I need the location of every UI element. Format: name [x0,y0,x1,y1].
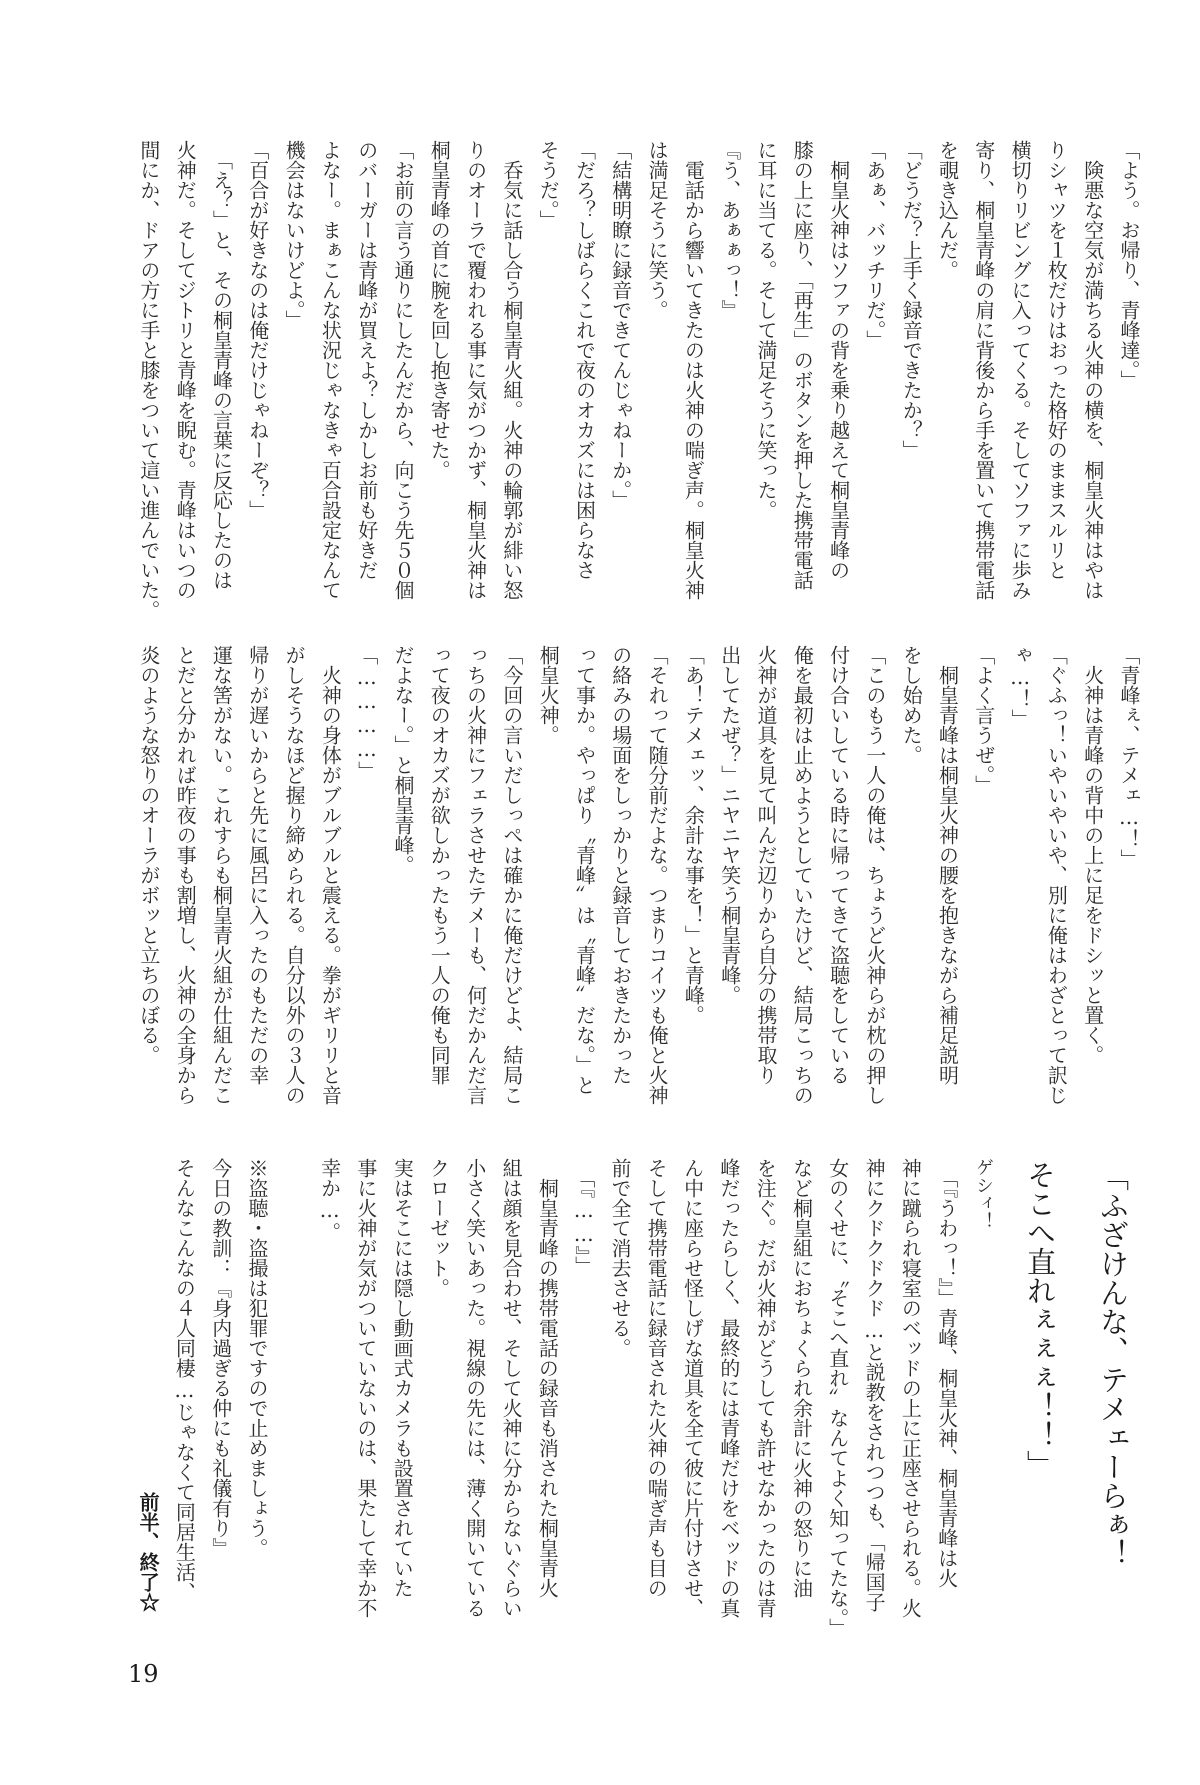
text-column: 火神だ。そしてジトリと青峰を睨む。青峰はいつの [173,140,198,600]
text-column: 今日の教訓：『身内過ぎる仲にも礼儀有り』 [208,1158,233,1558]
text-column: 神にクドクドクド…と説教をされつつも、「帰国子 [862,1158,887,1612]
text-column: など桐皇組におちょくられ余計に火神の怒りに油 [789,1158,814,1598]
text-column: 「…………」 [354,645,379,781]
text-column: 「今回の言いだしっぺは確かに俺だけどよ、結局こ [499,645,524,1105]
text-column: がしそうなほど握り締められる。自分以外の３人の [282,645,307,1105]
text-column: ん中に座らせ怪しげな道具を全て彼に片付けさせ、 [680,1158,705,1618]
text-column: 桐皇火神はソファの背を乗り越えて桐皇青峰の [826,140,851,580]
text-column: 運な筈がない。これすらも桐皇青火組が仕組んだこ [209,645,234,1105]
text-column: 「『……』」 [571,1158,596,1276]
text-column: 桐皇青峰の首に腕を回し抱き寄せた。 [427,140,452,480]
text-column: っちの火神にフェラさせたテメーも、何だかんだ言 [463,645,488,1105]
text-column: 『う、あぁぁっ！』 [717,140,742,320]
text-column: 「よう。お帰り、青峰達。」 [1117,140,1141,390]
text-column: 前で全て消去させる。 [608,1158,632,1358]
shout-line: 「ふざけんな、テメェーらぁ！ [1096,1162,1130,1568]
text-column: 呑気に話し合う桐皇青火組。火神の輪郭が緋い怒 [499,140,524,600]
text-column: 「どうだ？上手く録音できたか？」 [899,140,924,460]
text-column: 事に火神が気がついていないのは、果たして幸か不 [353,1158,378,1618]
text-column: って夜のオカズが欲しかったもう一人の俺も同罪 [427,645,452,1085]
text-column: を覗き込んだ。 [935,140,960,280]
text-column: 付け合いしている時に帰ってきて盗聴をしている [826,645,851,1085]
text-column: 火神は青峰の背中の上に足をドシッと置く。 [1080,645,1105,1065]
text-column: 女のくせに、〝そこへ直れ〟なんてよく知ってたな。」 [825,1158,850,1638]
text-column: そんなこんなの４人同棲…じゃなくて同居生活、 [172,1158,197,1602]
text-column: ※盗聴・盗撮は犯罪ですので止めましょう。 [245,1158,269,1558]
text-column: 「よく言うぜ。」 [971,645,996,795]
text-column: 「このもう一人の俺は、ちょうど火神らが枕の押し [862,645,887,1105]
text-column: よなー。まぁこんな状況じゃなきゃ百合設定なんて [318,140,343,600]
text-column: 組は顔を見合わせ、そして火神に分からないぐらい [499,1158,524,1618]
text-column: 「だろ？しばらくこれで夜のオカズには困らなさ [572,140,597,580]
text-column: 小さく笑いあった。視線の先には、薄く開いている [462,1158,487,1618]
text-column: 「あ！テメェッ、余計な事を！」と青峰。 [681,645,706,1025]
text-column: 「え？」と、その桐皇青峰の言葉に反応したのは [209,140,234,590]
text-column: 峰だったらしく、最終的には青峰だけをベッドの真 [716,1158,741,1618]
text-column: 火神が道具を見て叫んだ辺りから自分の携帯取り [754,645,778,1085]
text-column: 「結構明瞭に録音できてんじゃねーか。」 [608,140,633,510]
text-column: 炎のような怒りのオーラがボッと立ちのぼる。 [136,645,161,1065]
text-column: のバーガーは青峰が買えよ？しかしお前も好きだ [354,140,379,580]
text-column: 機会はないけどよ。」 [282,140,307,330]
text-column: 火神の身体がブルブルと震える。拳がギリリと音 [318,645,343,1105]
text-column: をし始めた。 [899,645,924,765]
text-column: 俺を最初は止めようとしていたけど、結局こっちの [790,645,815,1105]
text-column: ゲシィ！ [973,1158,994,1230]
text-column: 幸か…。 [317,1158,342,1242]
text-column: って事か。やっぱり〝青峰〟は〝青峰〟だな。」と [572,645,597,1095]
text-column: の絡みの場面をしっかりと録音しておきたかった [608,645,633,1085]
text-column: ゃ…！」 [1008,645,1033,729]
text-column: りシャツを１枚だけはおった格好のままスルリと [1044,140,1069,580]
text-column: 「『うわっ！』」青峰、桐皇火神、桐皇青峰は火 [934,1158,959,1588]
shout-line: そこへ直れぇぇぇ！！」 [1023,1160,1057,1479]
text-column: 間にか、ドアの方に手と膝をついて這い進んでいた。 [136,140,161,620]
text-column: 電話から響いてきたのは火神の喘ぎ声。桐皇火神 [681,140,706,600]
text-column: 膝の上に座り、「再生」のボタンを押した携帯電話 [790,140,815,590]
text-column: そうだ。」 [536,140,561,230]
text-column: 出してたぜ？」ニヤニヤ笑う桐皇青峰。 [717,645,742,1005]
text-column: 桐皇青峰の携帯電話の録音も消された桐皇青火 [535,1158,560,1598]
text-column: 険悪な空気が満ちる火神の横を、桐皇火神はやは [1080,140,1105,600]
text-column: りのオーラで覆われる事に気がつかず、桐皇火神は [463,140,488,600]
text-column: クローゼット。 [426,1158,451,1298]
text-column: 神に蹴られ寝室のベッドの上に正座させられる。火 [898,1158,923,1618]
text-column: 帰りが遅いからと先に風呂に入ったのもただの幸 [245,645,270,1085]
text-column: を注ぐ。だが火神がどうしても許せなかったのは青 [753,1158,778,1618]
text-column: 桐皇青峰は桐皇火神の腰を抱きながら補足説明 [935,645,960,1085]
text-column: 実はそこには隠し動画式カメラも設置されていた [390,1158,415,1598]
text-column: 寄り、桐皇青峰の肩に背後から手を置いて携帯電話 [971,140,996,600]
text-column: 「お前の言う通りにしたんだから、向こう先５０個 [391,140,415,600]
text-column: に耳に当てる。そして満足そうに笑った。 [754,140,778,520]
end-mark: 前半、終了☆ [136,1492,161,1612]
text-column: 「百合が好きなのは俺だけじゃねーぞ？」 [245,140,270,520]
text-column: 横切りリビングに入ってくる。そしてソファに歩み [1008,140,1033,600]
text-column: とだと分かれば昨夜の事も割増し、火神の全身から [173,645,198,1105]
text-column: 「あぁ、バッチリだ。」 [862,140,887,350]
page-number: 19 [128,1660,159,1688]
text-column: だよなー。」と桐皇青峰。 [391,645,415,875]
text-column: そして携帯電話に録音された火神の喘ぎ声も目の [644,1158,669,1598]
text-column: 「青峰ぇ、テメェ…！」 [1117,645,1141,869]
text-column: 「それって随分前だよな。つまりコイツも俺と火神 [645,645,670,1105]
text-column: 「ぐふっ！いやいやいや、別に俺はわざとって訳じ [1044,645,1069,1105]
text-column: は満足そうに笑う。 [645,140,670,320]
text-column: 桐皇火神。 [536,645,561,745]
